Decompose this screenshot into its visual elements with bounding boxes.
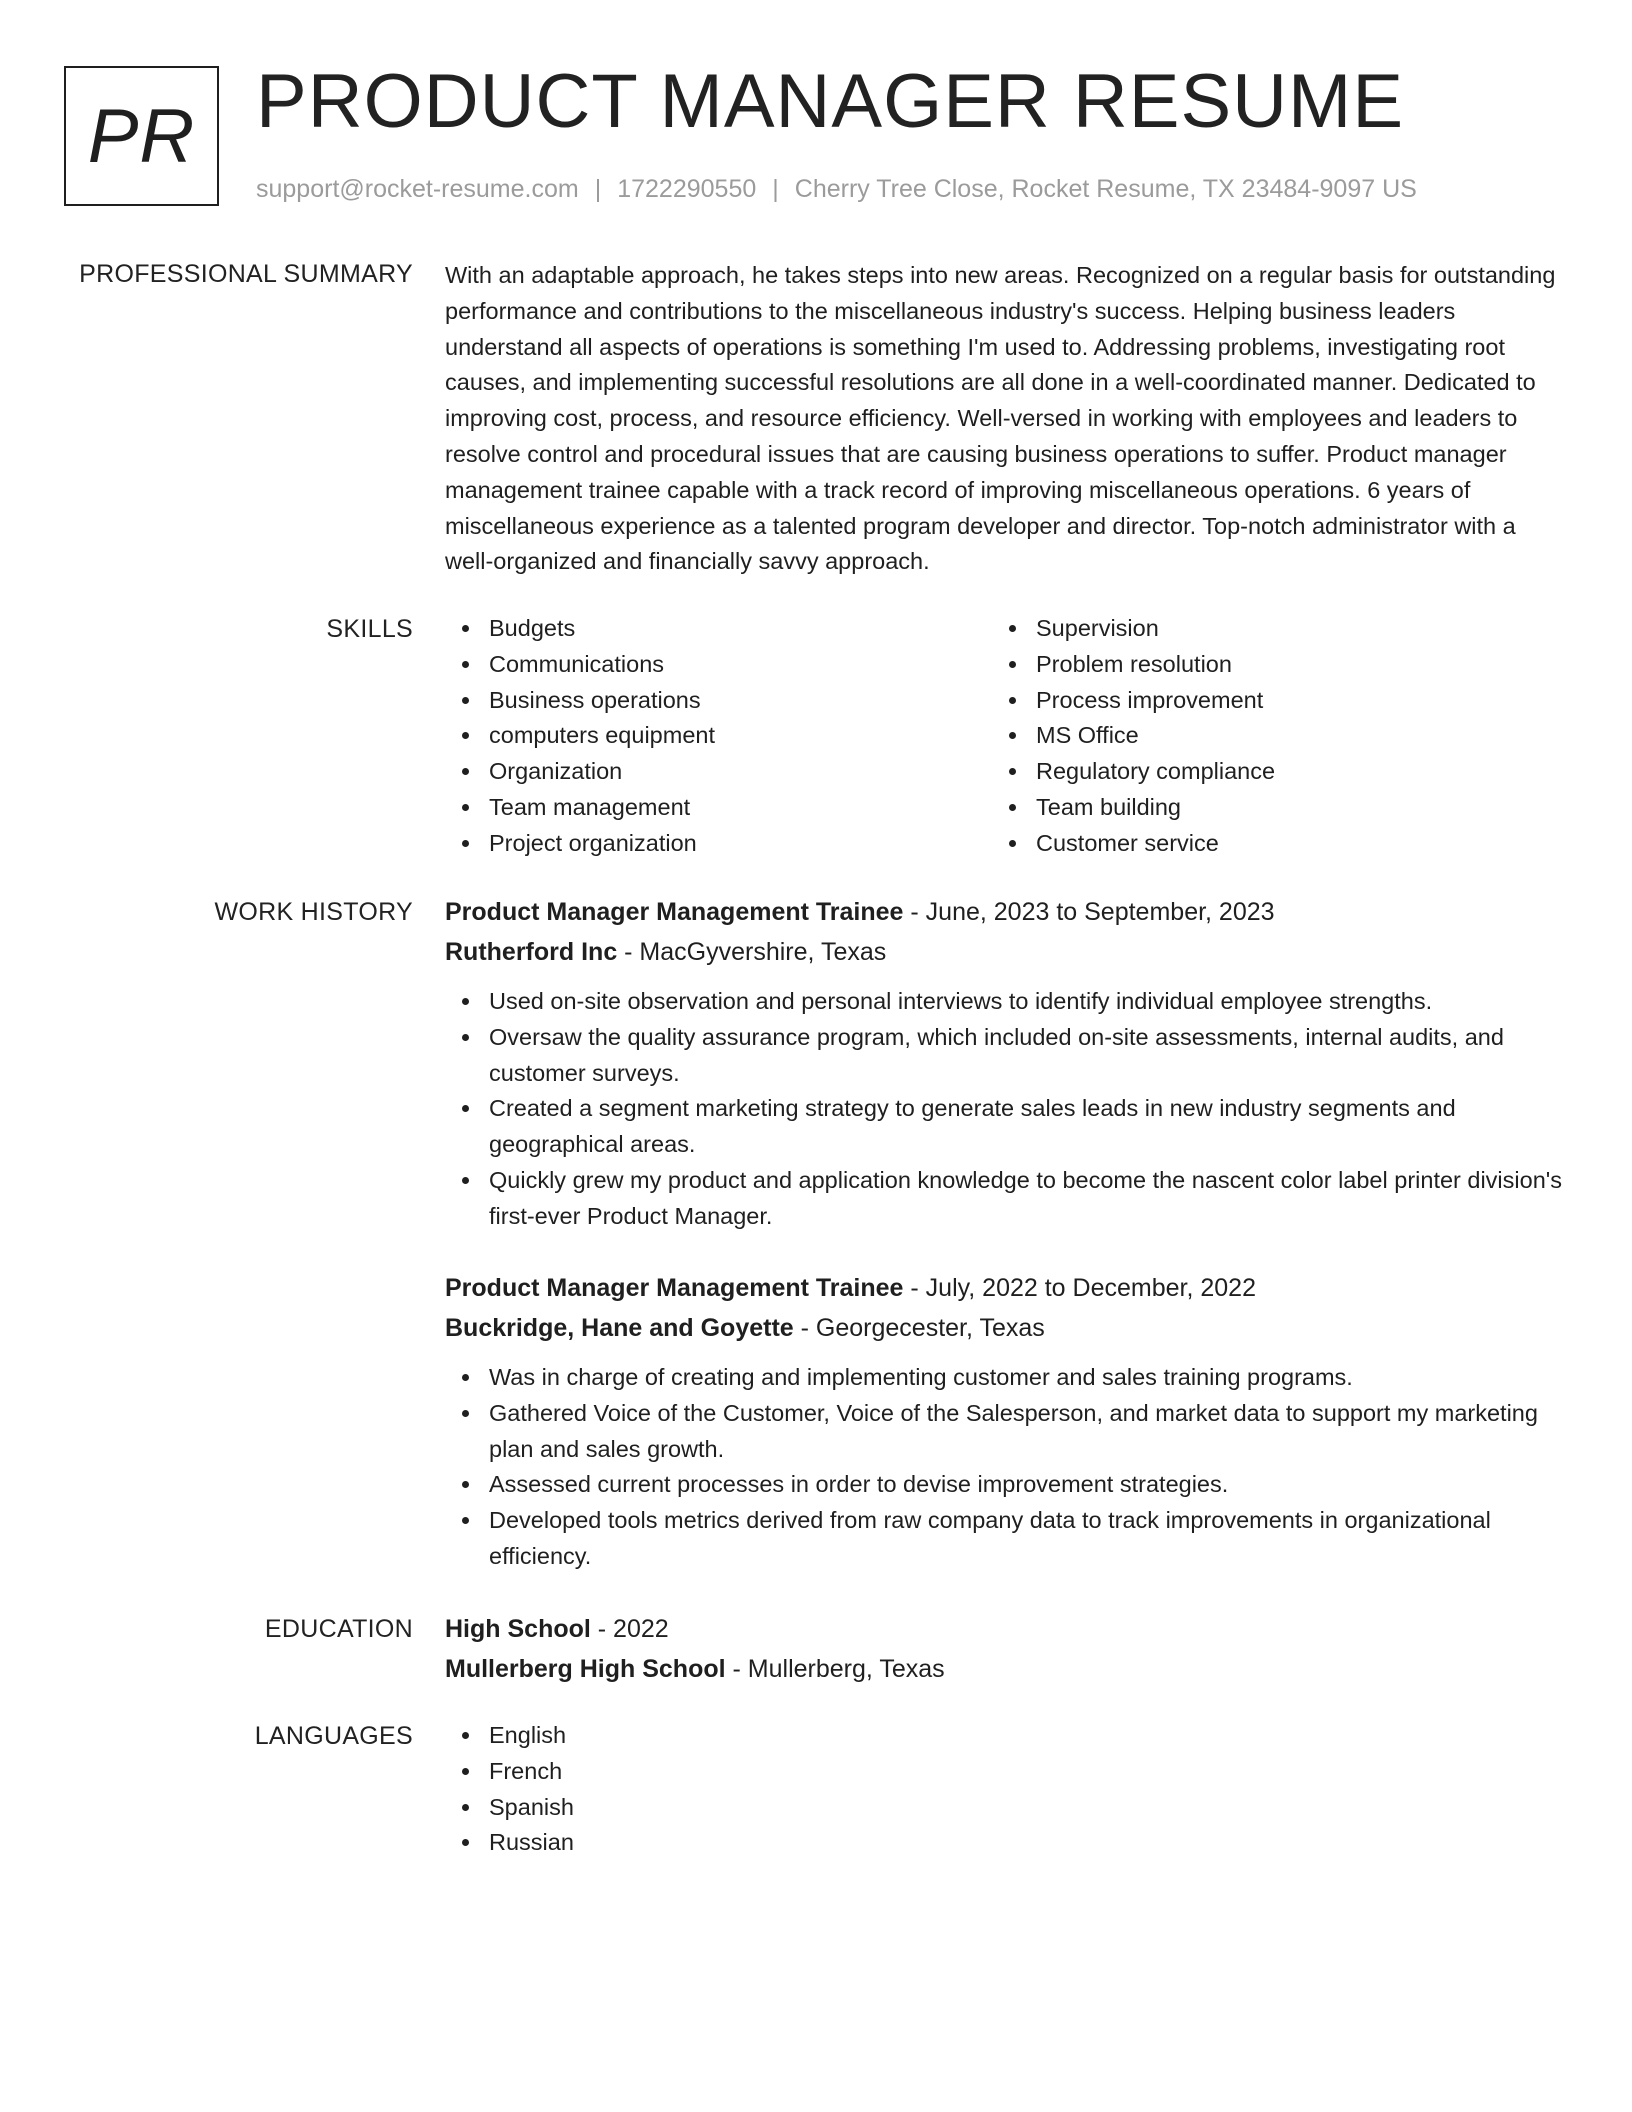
monogram-logo: PR (64, 66, 219, 206)
languages-label: LANGUAGES (254, 1722, 413, 1750)
job-bullet: Was in charge of creating and implementing customer and sales training programs. (445, 1360, 1565, 1396)
job-bullet: Used on-site observation and personal interviews to identify individual employee strengths. (445, 984, 1565, 1020)
job-title-line (445, 1268, 1565, 1308)
contact-address: Cherry Tree Close, Rocket Resume, TX 23484-9097 US (794, 175, 1417, 203)
education-content (445, 1609, 1565, 1689)
job-bullet: Developed tools metrics derived from raw company data to track improvements in organizational efficiency. (445, 1503, 1565, 1575)
skill-item: Regulatory compliance (992, 754, 1539, 790)
job-bullets (445, 984, 1565, 1235)
language-item: French (445, 1754, 1565, 1790)
education-degree: High School (445, 1615, 591, 1643)
skill-item: Organization (445, 754, 992, 790)
job-entry (445, 1268, 1565, 1575)
summary-label: PROFESSIONAL SUMMARY (79, 260, 413, 288)
skill-item: Business operations (445, 683, 992, 719)
education-school-line (445, 1649, 1565, 1689)
work-label: WORK HISTORY (214, 898, 413, 926)
skill-item: Team management (445, 790, 992, 826)
contact-email[interactable]: support@rocket-resume.com (256, 175, 579, 203)
summary-text: With an adaptable approach, he takes steps into new areas. Recognized on a regular basis for outstanding performance and contributions to the miscellaneous industry's success. Helping business leaders understand all aspects of operations is something I'm used to. Addressing problems, investigating root causes, and implementing successful resolutions are all done in a well-coordinated manner. Dedicated to improving cost, process, and resource efficiency. Well-versed in working with employees and leaders to resolve control and procedural issues that are causing business operations to suffer. Product manager management trainee capable with a track record of improving miscellaneous operations. 6 years of miscellaneous experience as a talented program developer and director. Top-notch administrator with a well-organized and financially savvy approach. (445, 262, 1556, 575)
skill-item: Budgets (445, 611, 992, 647)
job-bullet: Oversaw the quality assurance program, which included on-site assessments, internal audits, and customer surveys. (445, 1020, 1565, 1092)
skills-label: SKILLS (326, 615, 413, 643)
contact-phone[interactable]: 1722290550 (617, 175, 757, 203)
language-item: Russian (445, 1825, 1565, 1861)
job-title-line (445, 892, 1565, 932)
job-location: - MacGyvershire, Texas (617, 938, 887, 966)
skills-content (445, 611, 1565, 862)
job-location: - Georgecester, Texas (793, 1314, 1045, 1342)
job-company-line (445, 932, 1565, 972)
job-bullet: Assessed current processes in order to devise improvement strategies. (445, 1467, 1565, 1503)
skill-item: Communications (445, 647, 992, 683)
job-dates: - June, 2023 to September, 2023 (903, 898, 1275, 926)
education-location: - Mullerberg, Texas (725, 1655, 945, 1683)
skills-list-right (992, 611, 1539, 862)
job-bullet: Created a segment marketing strategy to generate sales leads in new industry segments and geographical areas. (445, 1091, 1565, 1163)
languages-content (445, 1718, 1565, 1861)
contact-separator: | (772, 175, 779, 203)
page-title: PRODUCT MANAGER RESUME (256, 59, 1405, 144)
job-company: Rutherford Inc (445, 938, 618, 966)
job-title: Product Manager Management Trainee (445, 1274, 904, 1302)
skill-item: Process improvement (992, 683, 1539, 719)
summary-content (445, 258, 1565, 580)
contact-separator: | (594, 175, 602, 203)
skill-item: MS Office (992, 718, 1539, 754)
skill-item: Supervision (992, 611, 1539, 647)
job-dates: - July, 2022 to December, 2022 (903, 1274, 1256, 1302)
education-year: - 2022 (590, 1615, 669, 1643)
job-entry (445, 892, 1565, 1235)
job-bullet: Gathered Voice of the Customer, Voice of the Salesperson, and market data to support my marketing plan and sales growth. (445, 1396, 1565, 1468)
skill-item: Team building (992, 790, 1539, 826)
job-company: Buckridge, Hane and Goyette (445, 1314, 794, 1342)
job-company-line (445, 1308, 1565, 1348)
skill-item: Problem resolution (992, 647, 1539, 683)
job-title: Product Manager Management Trainee (445, 898, 904, 926)
education-school: Mullerberg High School (445, 1655, 726, 1683)
skill-item: computers equipment (445, 718, 992, 754)
language-item: Spanish (445, 1790, 1565, 1826)
skill-item: Customer service (992, 826, 1539, 862)
education-degree-line (445, 1609, 1565, 1649)
language-item: English (445, 1718, 1565, 1754)
skills-list-left (445, 611, 992, 862)
contact-line (256, 174, 1417, 204)
job-bullet: Quickly grew my product and application knowledge to become the nascent color label printer division's first-ever Product Manager. (445, 1163, 1565, 1235)
skill-item: Project organization (445, 826, 992, 862)
job-bullets (445, 1360, 1565, 1575)
education-label: EDUCATION (264, 1615, 413, 1643)
languages-list (445, 1718, 1565, 1861)
